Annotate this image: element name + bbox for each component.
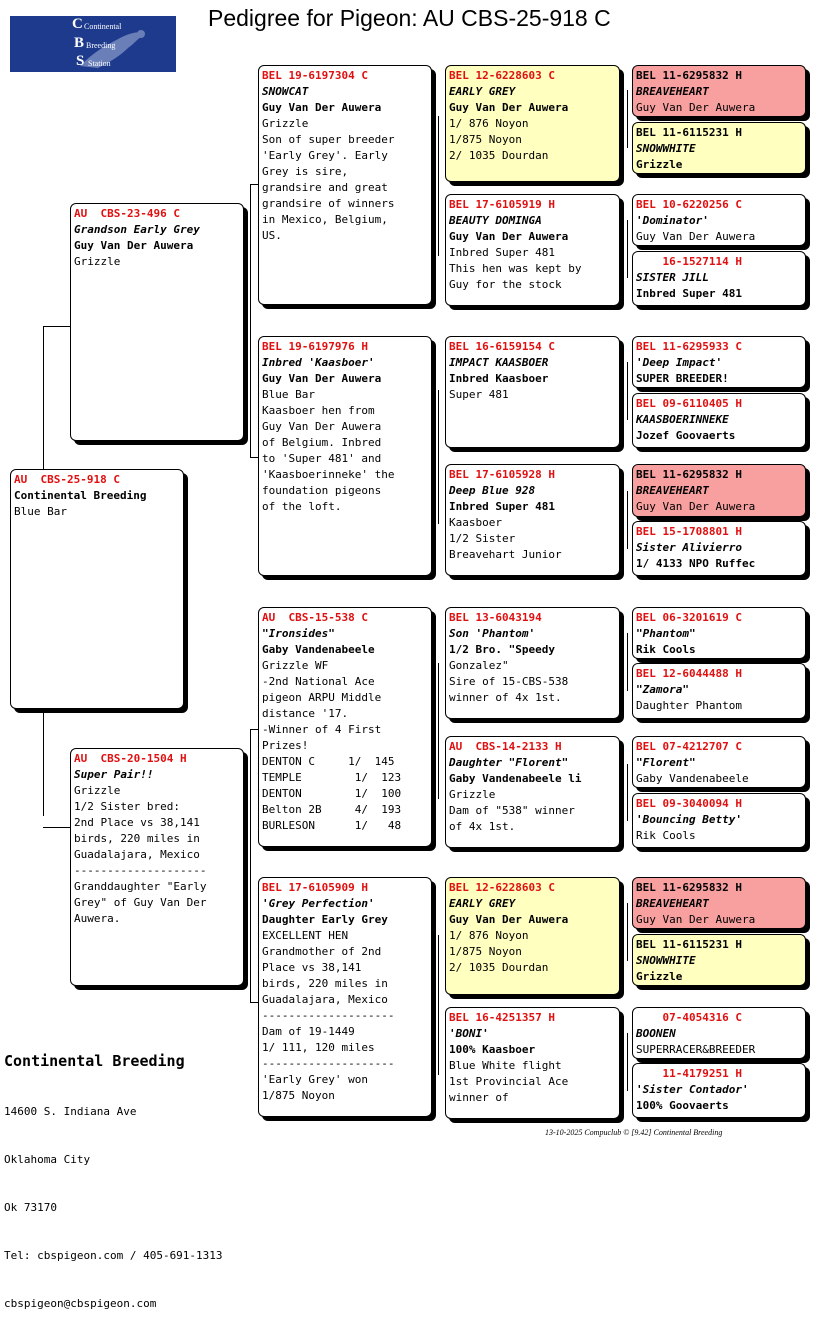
card-line: 1/875 Noyon [262, 1089, 335, 1102]
pigeon-owner: Daughter Early Grey [262, 913, 388, 926]
pigeon-name: "Phantom" [636, 627, 696, 640]
connector-line [627, 1033, 628, 1091]
card-line: Continental Breeding [14, 489, 147, 502]
pigeon-name: BREAVEHEART [636, 85, 709, 98]
connector-line [627, 491, 628, 549]
connector-line [438, 663, 439, 799]
ring-number: BEL 11-6115231 H [636, 126, 742, 139]
card-line: 2nd Place vs 38,141 [74, 816, 200, 829]
card-line: Grizzle [74, 255, 121, 268]
ring-number: BEL 11-6295933 C [636, 340, 742, 353]
pigeon-owner: Guy Van Der Auwera [262, 372, 382, 385]
connector-line [438, 935, 439, 1075]
pigeon-owner: Guy Van Der Auwera [636, 913, 756, 926]
pigeon-owner: Guy Van Der Auwera [449, 101, 569, 114]
ring-number: BEL 06-3201619 C [636, 611, 742, 624]
card-line: Guy Van Der Auwera [262, 420, 382, 433]
card-line: birds, 220 miles in [74, 832, 200, 845]
pedigree-card-g3[interactable] [632, 194, 806, 246]
card-line: DENTON 1/ 100 [262, 787, 402, 800]
card-line: 1/875 Noyon [449, 945, 522, 958]
pigeon-name: BOONEN [636, 1027, 676, 1040]
card-line: Belton 2B 4/ 193 [262, 803, 402, 816]
card-line: DENTON C 1/ 145 [262, 755, 395, 768]
pigeon-name: BREAVEHEART [636, 484, 709, 497]
card-line: winner of [449, 1091, 509, 1104]
ring-number: BEL 11-6295832 H [636, 69, 742, 82]
card-line: Grizzle [449, 788, 496, 801]
card-line: Auwera. [74, 912, 121, 925]
ring-number: BEL 09-3040094 H [636, 797, 742, 810]
ring-number: BEL 19-6197976 H [262, 340, 368, 353]
pigeon-owner: Grizzle [636, 158, 683, 171]
pigeon-owner: Rik Cools [636, 643, 696, 656]
ring-number: BEL 17-6105909 H [262, 881, 368, 894]
pigeon-owner: Gaby Vandenabeele [262, 643, 375, 656]
card-line: pigeon ARPU Middle [262, 691, 382, 704]
pedigree-card-g8[interactable] [632, 521, 806, 576]
footer-text: 13-10-2025 Compuclub © [9.42] Continental Breeding [545, 1128, 723, 1137]
pigeon-owner: SUPERRACER&BREEDER [636, 1043, 756, 1056]
pedigree-card-dam-sire[interactable] [258, 607, 432, 847]
pigeon-owner: 100% Goovaerts [636, 1099, 729, 1112]
pigeon-name: Sister Alivierro [636, 541, 742, 554]
pigeon-owner: Inbred Super 481 [449, 500, 555, 513]
card-line: 1/ 876 Noyon [449, 117, 529, 130]
card-line: Super 481 [449, 388, 509, 401]
pedigree-card-g12[interactable] [632, 793, 806, 848]
pedigree-card-g9[interactable] [632, 607, 806, 659]
pigeon-name: KAASBOERINNEKE [636, 413, 729, 426]
pigeon-owner: Guy Van Der Auwera [636, 101, 756, 114]
card-line: 2/ 1035 Dourdan [449, 149, 549, 162]
breeding-station-logo [10, 16, 176, 72]
logo-letter-c: C [72, 16, 83, 32]
card-line: Grizzle [74, 784, 121, 797]
address-email: cbspigeon@cbspigeon.com [4, 1297, 157, 1310]
connector-line [250, 729, 251, 1002]
pigeon-owner: Guy Van Der Auwera [636, 230, 756, 243]
pigeon-name: "Zamora" [636, 683, 689, 696]
pedigree-card-g4[interactable] [632, 251, 806, 306]
card-line: -------------------- [74, 864, 207, 877]
pigeon-owner: Guy Van Der Auwera [262, 101, 382, 114]
card-line: -2nd National Ace [262, 675, 375, 688]
pigeon-name: "Florent" [636, 756, 696, 769]
card-line: Breavehart Junior [449, 548, 562, 561]
pedigree-card-dds[interactable] [445, 877, 620, 995]
pigeon-owner: Inbred Super 481 [636, 287, 742, 300]
address-city: Oklahoma City [4, 1153, 91, 1166]
connector-line [250, 184, 251, 457]
pedigree-card-sds[interactable] [445, 336, 620, 448]
ring-number: BEL 17-6105928 H [449, 468, 555, 481]
card-line: grandsire of winners [262, 197, 395, 210]
card-line: 'Early Grey' won [262, 1073, 368, 1086]
pigeon-name: BREAVEHEART [636, 897, 709, 910]
connector-line [627, 903, 628, 961]
pigeon-name: Deep Blue 928 [449, 484, 536, 497]
card-line: Kaasboer hen from [262, 404, 375, 417]
pigeon-owner: Gaby Vandenabeele li [449, 772, 582, 785]
card-line: Grizzle [262, 117, 309, 130]
connector-line [627, 90, 628, 148]
card-line: to 'Super 481' and [262, 452, 382, 465]
ring-number: BEL 19-6197304 C [262, 69, 368, 82]
card-line: 1/ 876 Noyon [449, 929, 529, 942]
ring-number: BEL 17-6105919 H [449, 198, 555, 211]
ring-number: BEL 07-4212707 C [636, 740, 742, 753]
card-line: Dam of "538" winner [449, 804, 575, 817]
card-line: 1/2 Sister [449, 532, 516, 545]
card-line: This hen was kept by [449, 262, 582, 275]
card-line: Blue Bar [262, 388, 315, 401]
pigeon-name: 'Grey Perfection' [262, 897, 375, 910]
pigeon-owner: Guy Van Der Auwera [636, 500, 756, 513]
pigeon-name: EARLY GREY [449, 85, 516, 98]
pedigree-card-g1[interactable] [632, 65, 806, 117]
pigeon-name: EARLY GREY [449, 897, 516, 910]
ring-number: BEL 11-6295832 H [636, 881, 742, 894]
pigeon-name: SISTER JILL [636, 271, 709, 284]
card-line: 1st Provincial Ace [449, 1075, 569, 1088]
pigeon-name: SNOWWHITE [636, 954, 696, 967]
pigeon-name: SNOWWHITE [636, 142, 696, 155]
ring-number: AU CBS-20-1504 H [74, 752, 187, 765]
card-line: Grizzle WF [262, 659, 329, 672]
pedigree-card-subject[interactable] [10, 469, 184, 709]
connector-line [250, 1002, 258, 1003]
card-line: Sire of 15-CBS-538 [449, 675, 569, 688]
pigeon-name: 'BONI' [449, 1027, 489, 1040]
connector-line [250, 729, 258, 730]
address-state: Ok 73170 [4, 1201, 57, 1214]
pigeon-name: Daughter "Florent" [449, 756, 569, 769]
pigeon-owner: Jozef Goovaerts [636, 429, 736, 442]
pigeon-owner: Guy Van Der Auwera [449, 230, 569, 243]
address-street: 14600 S. Indiana Ave [4, 1105, 137, 1118]
logo-letter-b: B [74, 35, 85, 51]
breeder-address [4, 1018, 223, 1328]
connector-line [627, 220, 628, 278]
pigeon-name: Grandson Early Grey [74, 223, 200, 236]
pigeon-owner: 100% Kaasboer [449, 1043, 536, 1056]
card-line: grandsire and great [262, 181, 388, 194]
card-line: -------------------- [262, 1057, 395, 1070]
card-line: distance '17. [262, 707, 349, 720]
pigeon-name: 'Dominator' [636, 214, 709, 227]
pedigree-card-g5[interactable] [632, 336, 806, 388]
ring-number: 16-1527114 H [636, 255, 742, 268]
pedigree-card-sire-sire[interactable] [258, 65, 432, 305]
pedigree-card-dam[interactable] [70, 748, 244, 986]
ring-number: AU CBS-23-496 C [74, 207, 180, 220]
pigeon-name: 'Sister Contador' [636, 1083, 749, 1096]
pedigree-card-sire-dam[interactable] [258, 336, 432, 576]
pigeon-owner: 1/ 4133 NPO Ruffec [636, 557, 756, 570]
pedigree-card-dsd[interactable] [445, 736, 620, 848]
ring-number: BEL 16-4251357 H [449, 1011, 555, 1024]
pedigree-card-dam-dam[interactable] [258, 877, 432, 1117]
ring-number: 07-4054316 C [636, 1011, 742, 1024]
pigeon-owner: Guy Van Der Auwera [449, 913, 569, 926]
pedigree-card-sire[interactable] [70, 203, 244, 441]
pigeon-owner: SUPER BREEDER! [636, 372, 729, 385]
company-name: Continental Breeding [4, 1052, 185, 1070]
logo-letter-s: S [76, 53, 85, 69]
ring-number: BEL 13-6043194 [449, 611, 542, 624]
connector-line [438, 390, 439, 524]
card-line: Granddaughter "Early [74, 880, 207, 893]
card-line: foundation pigeons [262, 484, 382, 497]
pedigree-card-g7[interactable] [632, 464, 806, 517]
pedigree-card-sss[interactable] [445, 65, 620, 182]
page-title: Pedigree for Pigeon: AU CBS-25-918 C [208, 5, 611, 31]
card-line: Place vs 38,141 [262, 961, 362, 974]
pigeon-name: BEAUTY DOMINGA [449, 214, 542, 227]
card-line: 1/2 Sister bred: [74, 800, 180, 813]
pigeon-owner: 1/2 Bro. "Speedy [449, 643, 555, 656]
card-line: EXCELLENT HEN [262, 929, 349, 942]
card-line: Gonzalez" [449, 659, 509, 672]
pedigree-card-g14[interactable] [632, 934, 806, 986]
card-line: Prizes! [262, 739, 309, 752]
card-line: 'Kaasboerinneke' the [262, 468, 395, 481]
ring-number: AU CBS-14-2133 H [449, 740, 562, 753]
ring-number: BEL 15-1708801 H [636, 525, 742, 538]
card-line: Grandmother of 2nd [262, 945, 382, 958]
pedigree-card-ssd[interactable] [445, 194, 620, 306]
card-line: Inbred Super 481 [449, 246, 555, 259]
card-line: Son of super breeder [262, 133, 395, 146]
card-line: Guy for the stock [449, 278, 562, 291]
pedigree-card-g16[interactable] [632, 1063, 806, 1118]
pigeon-owner: Daughter Phantom [636, 699, 742, 712]
ring-number: 11-4179251 H [636, 1067, 742, 1080]
connector-line [250, 184, 258, 185]
card-line: Guadalajara, Mexico [74, 848, 200, 861]
card-line: Kaasboer [449, 516, 502, 529]
ring-number: BEL 09-6110405 H [636, 397, 742, 410]
card-line: of the loft. [262, 500, 342, 513]
connector-line [43, 326, 70, 327]
pigeon-name: Super Pair!! [74, 768, 154, 781]
connector-line [627, 362, 628, 420]
connector-line [43, 827, 70, 828]
card-line: in Mexico, Belgium, [262, 213, 388, 226]
card-line: Blue White flight [449, 1059, 562, 1072]
pigeon-name: IMPACT KAASBOER [449, 356, 549, 369]
ring-number: BEL 16-6159154 C [449, 340, 555, 353]
card-line: of Belgium. Inbred [262, 436, 382, 449]
card-line: birds, 220 miles in [262, 977, 388, 990]
card-line: Blue Bar [14, 505, 67, 518]
connector-line [627, 633, 628, 691]
pigeon-name: Son 'Phantom' [449, 627, 536, 640]
pedigree-card-g2[interactable] [632, 122, 806, 174]
logo-line-continental: Continental [84, 22, 122, 31]
pigeon-owner: Grizzle [636, 970, 683, 983]
ring-number: BEL 11-6295832 H [636, 468, 742, 481]
card-line: 'Early Grey'. Early [262, 149, 388, 162]
card-line: Grey is sire, [262, 165, 349, 178]
pedigree-card-g10[interactable] [632, 663, 806, 719]
pedigree-card-ddd[interactable] [445, 1007, 620, 1119]
pigeon-name: 'Bouncing Betty' [636, 813, 742, 826]
connector-line [438, 116, 439, 256]
pigeon-owner: Inbred Kaasboer [449, 372, 549, 385]
card-line: winner of 4x 1st. [449, 691, 562, 704]
ring-number: BEL 12-6228603 C [449, 881, 555, 894]
pigeon-name: 'Deep Impact' [636, 356, 723, 369]
card-line: 1/ 111, 120 miles [262, 1041, 375, 1054]
pedigree-card-g6[interactable] [632, 393, 806, 448]
pedigree-card-g15[interactable] [632, 1007, 806, 1059]
card-line: Dam of 19-1449 [262, 1025, 355, 1038]
ring-number: BEL 11-6115231 H [636, 938, 742, 951]
card-line: BURLESON 1/ 48 [262, 819, 402, 832]
card-line: Guadalajara, Mexico [262, 993, 388, 1006]
ring-number: BEL 12-6044488 H [636, 667, 742, 680]
card-line: US. [262, 229, 282, 242]
ring-number: BEL 10-6220256 C [636, 198, 742, 211]
pigeon-owner: Guy Van Der Auwera [74, 239, 194, 252]
pedigree-card-sdd[interactable] [445, 464, 620, 576]
card-line: -Winner of 4 First [262, 723, 382, 736]
connector-line [627, 764, 628, 821]
card-line: of 4x 1st. [449, 820, 516, 833]
card-line: 1/875 Noyon [449, 133, 522, 146]
pedigree-card-dss[interactable] [445, 607, 620, 719]
card-line: 2/ 1035 Dourdan [449, 961, 549, 974]
logo-line-breeding: Breeding [86, 41, 116, 50]
ring-number: AU CBS-15-538 C [262, 611, 368, 624]
ring-number: AU CBS-25-918 C [14, 473, 120, 486]
pigeon-name: "Ironsides" [262, 627, 335, 640]
card-line: -------------------- [262, 1009, 395, 1022]
logo-line-station: Station [88, 59, 111, 68]
pigeon-name: Inbred 'Kaasboer' [262, 356, 375, 369]
card-line: TEMPLE 1/ 123 [262, 771, 402, 784]
pigeon-owner: Rik Cools [636, 829, 696, 842]
card-line: Grey" of Guy Van Der [74, 896, 207, 909]
pigeon-owner: Gaby Vandenabeele [636, 772, 749, 785]
address-tel: Tel: cbspigeon.com / 405-691-1313 [4, 1249, 223, 1262]
pedigree-card-g13[interactable] [632, 877, 806, 929]
pigeon-name: SNOWCAT [262, 85, 309, 98]
ring-number: BEL 12-6228603 C [449, 69, 555, 82]
connector-line [250, 457, 258, 458]
pedigree-card-g11[interactable] [632, 736, 806, 788]
